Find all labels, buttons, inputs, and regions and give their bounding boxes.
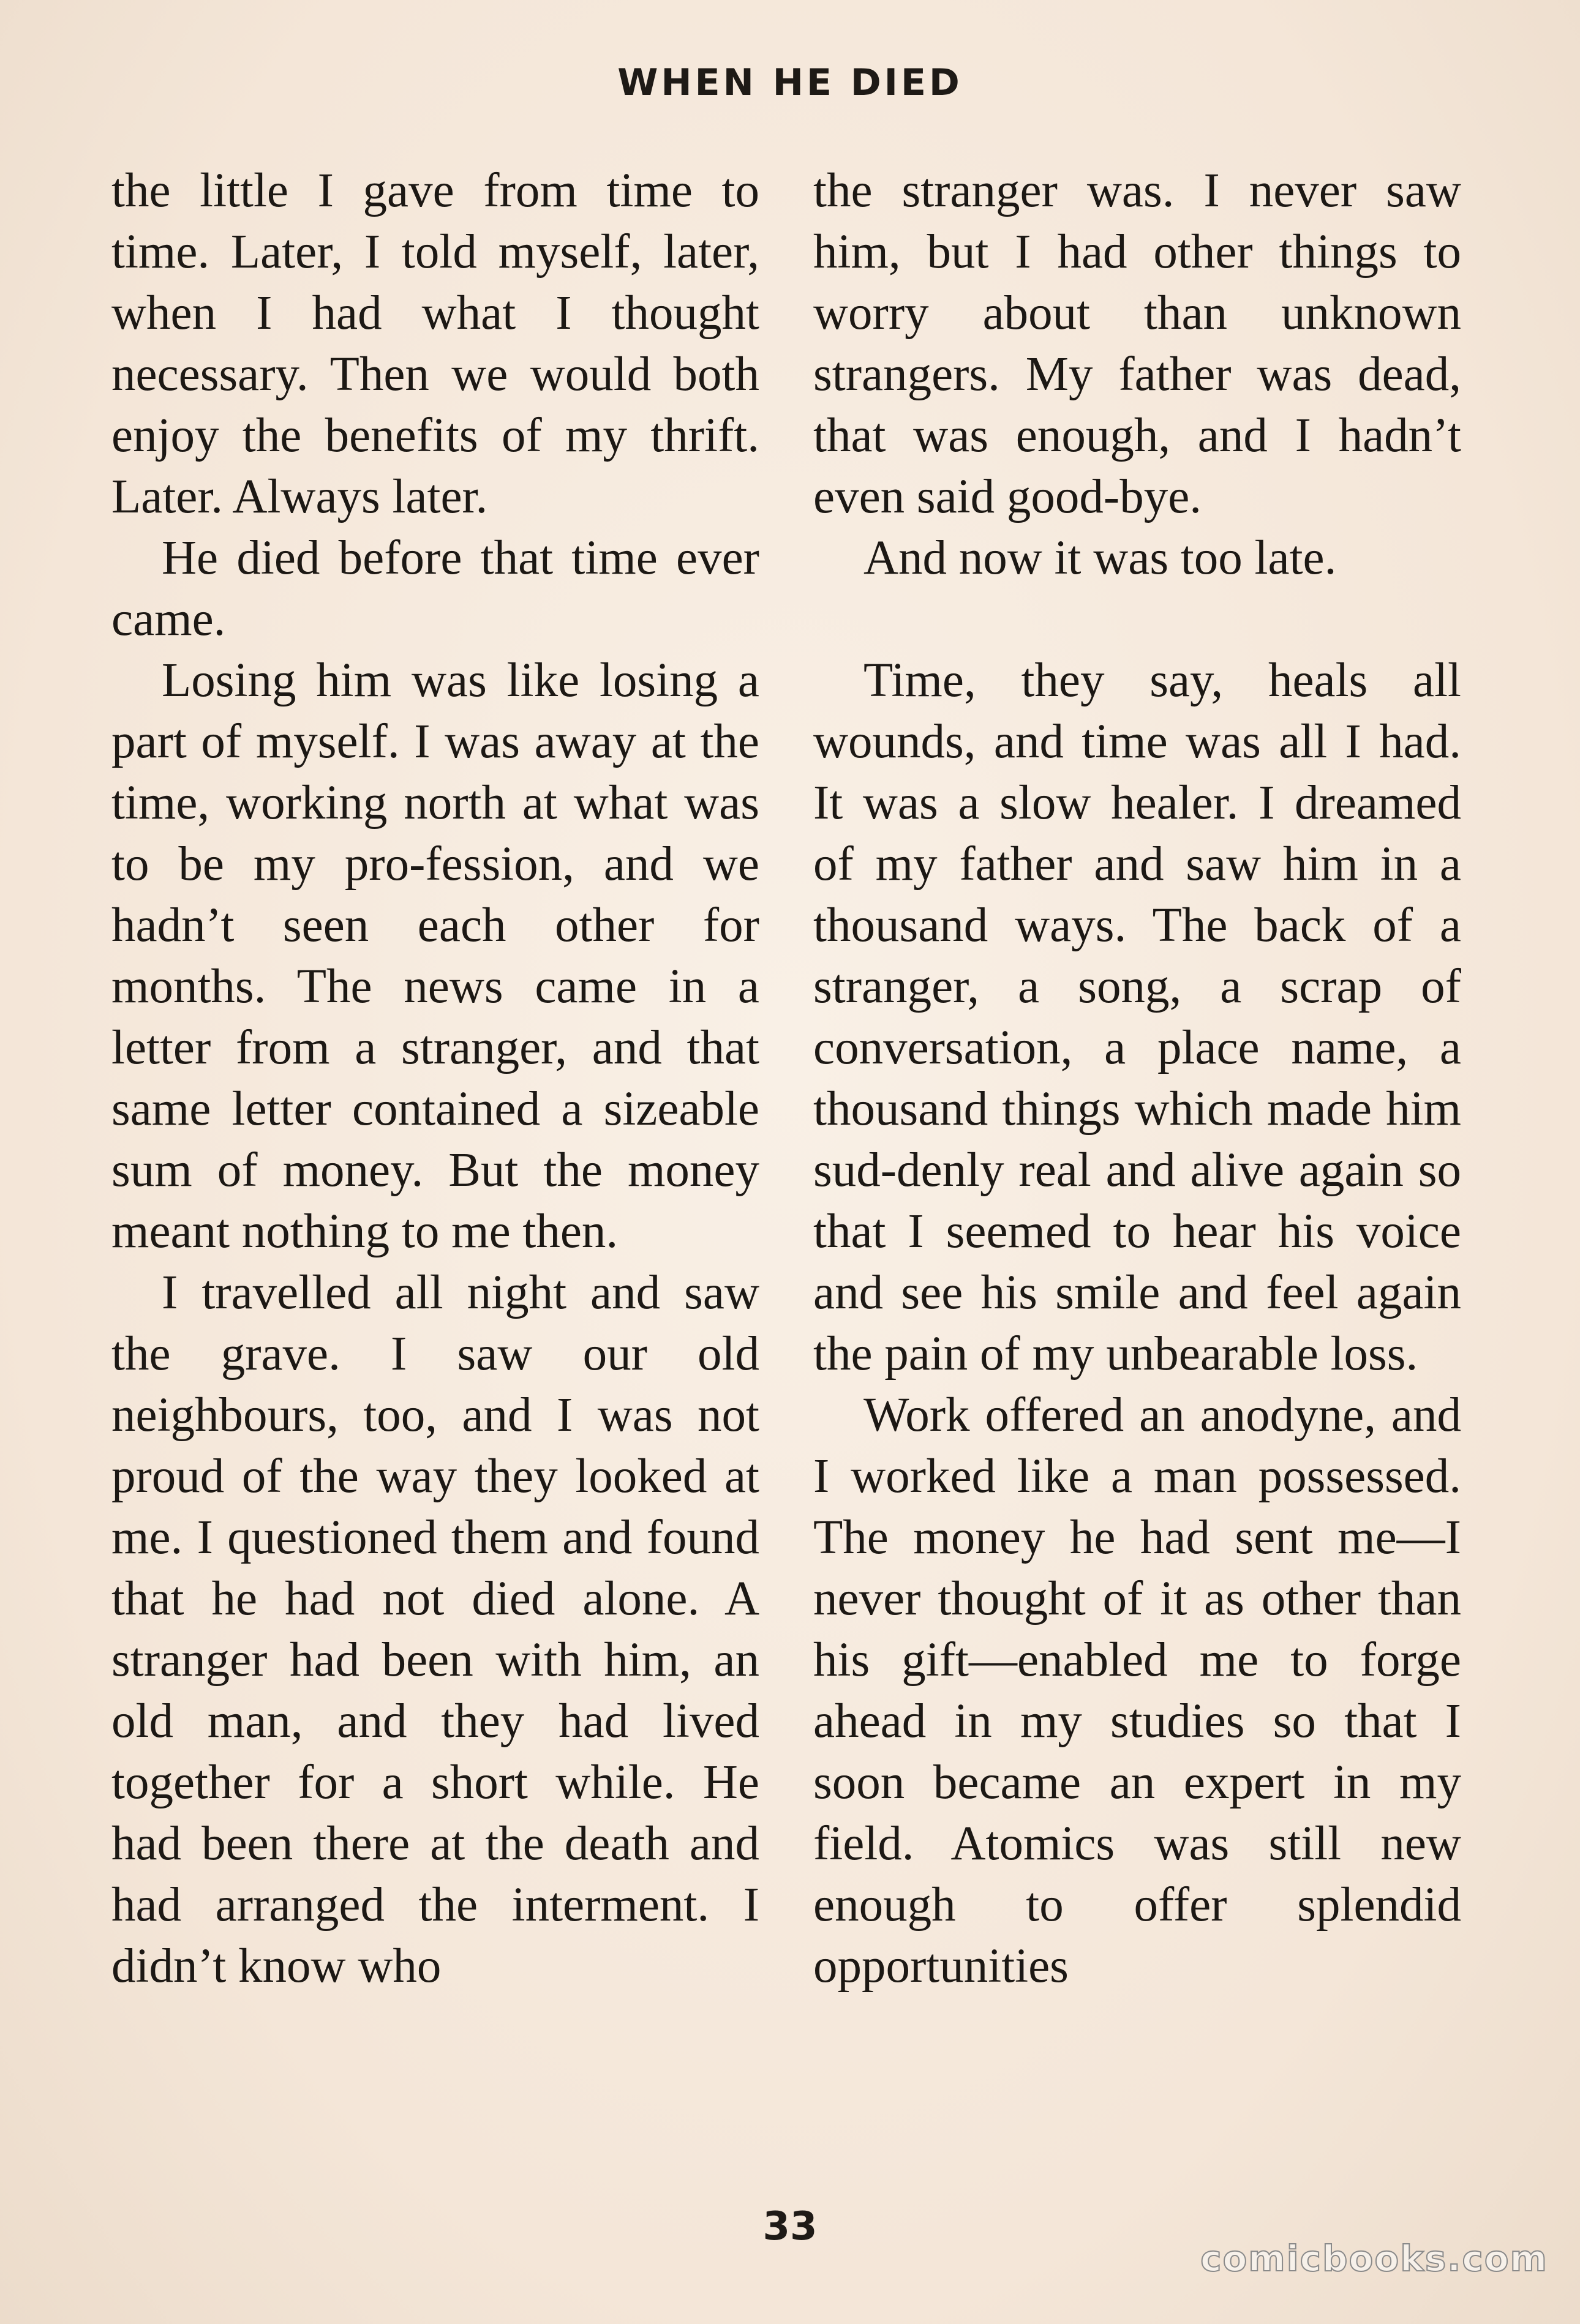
paragraph: the little I gave from time to time. Later, I told myself, later, when I had what I thought necessary. Then we would both enjoy the benefits of my thrift. Later. Always later. <box>111 164 759 523</box>
watermark: comicbooks.com <box>1200 2238 1548 2279</box>
running-header: WHEN HE DIED <box>617 61 963 104</box>
right-column <box>813 160 1461 1997</box>
paragraph: Work offered an anodyne, and I worked like a man possessed. The money he had sent me—I never thought of it as other than his gift—enabled me to forge ahead in my studies so that I soon became an expert in my field. Atomics was still new enough to offer splendid opportunities <box>813 1389 1461 1993</box>
paragraph: And now it was too late. <box>863 531 1337 585</box>
paragraph: the stranger was. I never saw him, but I had other things to worry about than unknown strangers. My father was dead, that was enough, and I hadn’t even said good-bye. <box>813 164 1461 523</box>
left-column <box>111 160 759 1997</box>
paragraph: Time, they say, heals all wounds, and time was all I had. It was a slow healer. I dreamed of my father and saw him in a thousand ways. The back of a stranger, a song, a scrap of conversation, a place name, a thousand things which made him sud-denly real and alive again so that I seemed to hear his voice and see his smile and feel again the pain of my unbearable loss. <box>813 654 1461 1381</box>
paragraph: I travelled all night and saw the grave. I saw our old neighbours, too, and I was not proud of the way they looked at me. I questioned them and found that he had not died alone. A stranger had been with him, an old man, and they had lived together for a short while. He had been there at the death and had arranged the interment. I didn’t know who <box>111 1266 759 1993</box>
page-number: 33 <box>762 2204 818 2249</box>
paragraph: He died before that time ever came. <box>111 531 759 646</box>
paragraph: Losing him was like losing a part of myself. I was away at the time, working north at what was to be my pro-fession, and we hadn’t seen each other for months. The news came in a letter from a stranger, and that same letter contained a sizeable sum of money. But the money meant nothing to me then. <box>111 654 759 1258</box>
